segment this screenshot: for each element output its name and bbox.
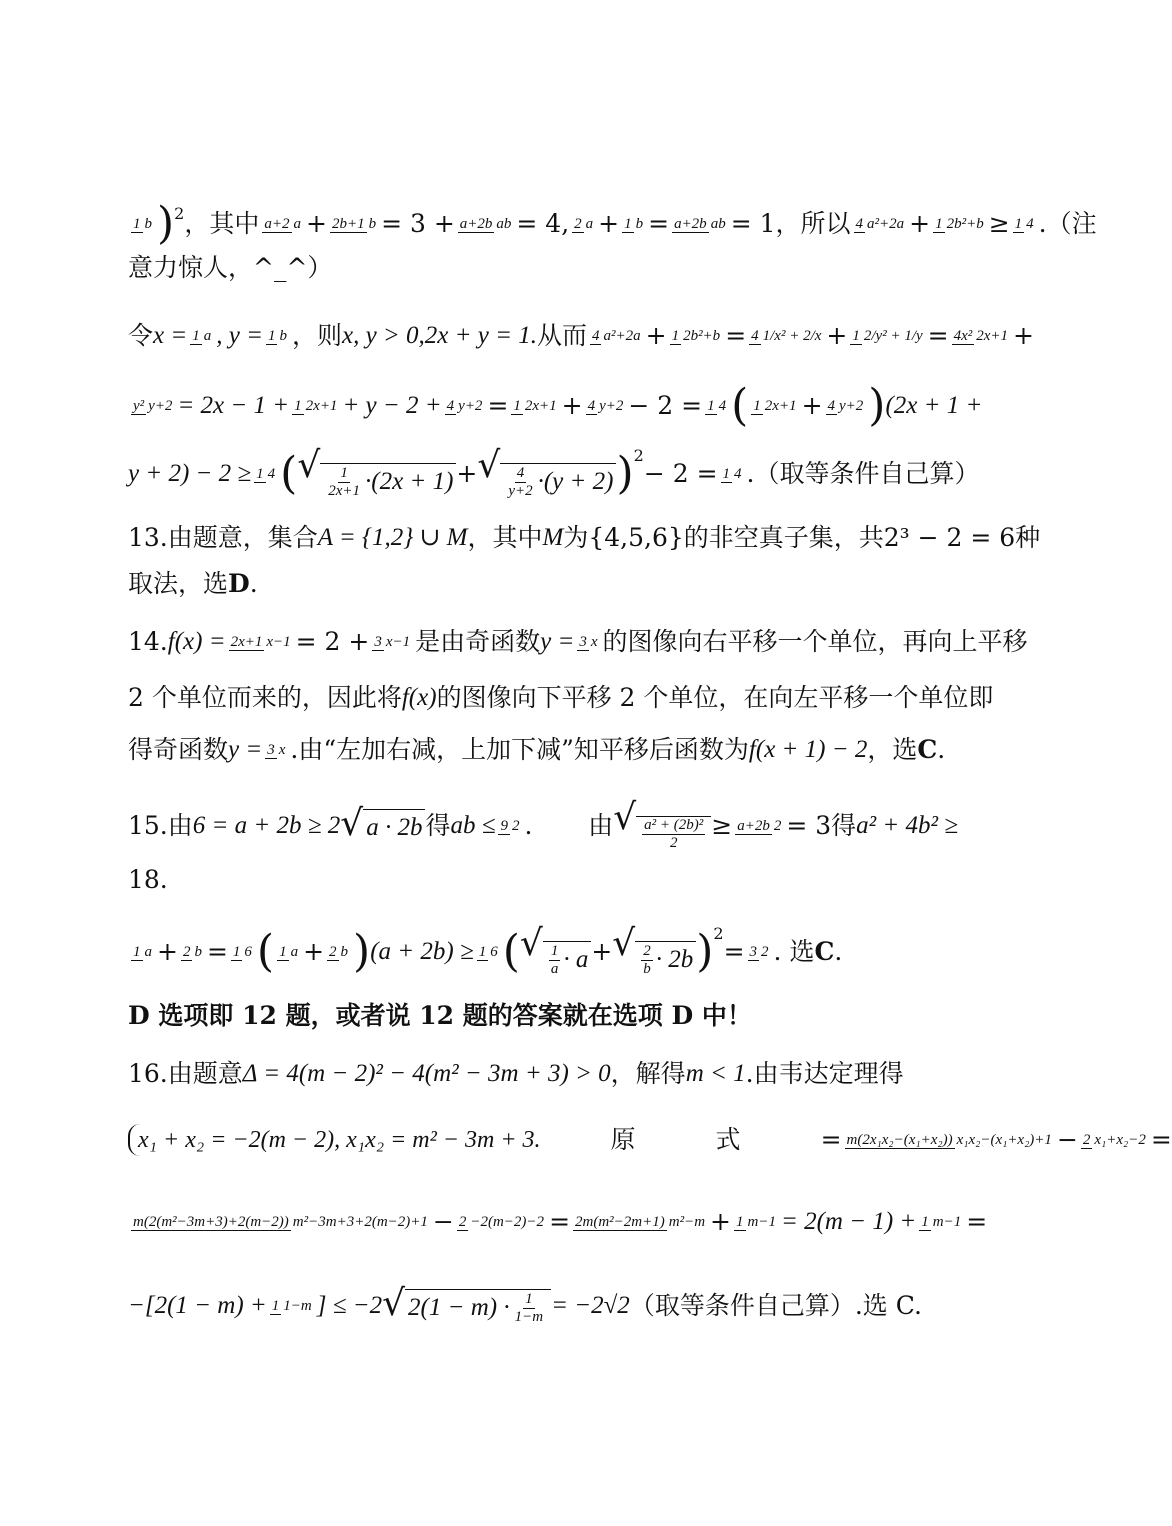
line-4: y² y+2 = 2x − 1 + 1 2x+1 + y − 2 + 4 y+2 = 1 2x+1 + 4 y+2 − 2 = 1 4 ( 1 2x+1 + 4 y+2 ) (2x + 1 + — [133, 380, 983, 431]
sqrt: √ $\frac{2}{b}$ · 2b — [612, 926, 696, 979]
line-17: m(2(m²−3m+3)+2(m−2)) m²−3m+3+2(m−2)+1 − 2 −2(m−2)−2 = 2m(m²−2m+1) m²−m + 1 m−1 = 2(m − 1) + 1 m−1 = — [133, 1207, 988, 1236]
line-8: 14. f(x) = 2x+1 x−1 = 2 + 3 x−1 是由奇函数 y = 3 x 的图像向右平移一个单位，再向上平移 — [128, 627, 1028, 656]
line-6: 13.由题意，集合 A = {1,2} ∪ M ，其中 M 为{4,5,6}的非空真子集，共2³ − 2 = 6种 — [128, 523, 1041, 552]
line-2: 意力惊人，^_^） — [128, 253, 333, 282]
line-1: 1 b ) $^2$ ，其中 a+2 a + 2b+1 b = 3 + a+2b ab = 4, 2 a + 1 b = a+2b ab = 1，所以 4 a²+2a + 1 2b²+b ≥ 1 4 .（注 — [133, 198, 1097, 249]
line-12: 18. — [128, 865, 168, 894]
line-5: y + 2) − 2 ≥ 1 4 ( √ $\frac{1}{2x+1}$ ·(2x + 1) + √ $\frac{4}{y+2}$ ·(y + 2) ) $^2$ − 2 = 1 4 .（取等条件自己算） — [128, 444, 980, 499]
sqrt: √ $\frac{1}{2x+1}$ ·(2x + 1) — [297, 448, 456, 501]
line-7: 取法，选 D . — [128, 569, 258, 598]
paren: ) — [157, 198, 175, 249]
line-14: D 选项即 12 题，或者说 12 题的答案就在选项 D 中！ — [128, 1001, 752, 1030]
sqrt: √ $\frac{4}{y+2}$ ·(y + 2) — [477, 448, 616, 501]
line-10: 得奇函数 y = 3 x .由“左加右减，上加下减”知平移后函数为 f(x + 1) − 2 ，选 C . — [128, 735, 946, 764]
sqrt: √ $\frac{\text{a² + (2b)²}}{2}$ — [613, 800, 711, 852]
sqrt: √ $\frac{1}{a}$ · a — [520, 926, 591, 979]
line-15: 16.由题意 Δ = 4(m − 2)² − 4(m² − 3m + 3) > 0 ，解得 m < 1 .由韦达定理得 — [128, 1059, 904, 1088]
line-18: −[2(1 − m) + 1 1−m ] ≤ −2 √ 2(1 − m) · $\frac{1}{1-m}$ = −2√2 （取等条件自己算）.选 C. — [128, 1283, 922, 1325]
line-16: x₁ + x₂ = −2(m − 2), x₁x₂ = m² − 3m + 3. 原 式 = m(2x₁x₂−(x₁+x₂)) x₁x₂−(x₁+x₂)+1 − 2 x₁+x₂−2 = — [128, 1104, 958, 1176]
line-3: 令 x = 1 a , y = 1 b ，则 x, y > 0,2x + y = 1. 从而 4 a²+2a + 1 2b²+b = 4 1/x² + 2/x + 1 2/y² + 1/y = 4x² 2x+1 + — [128, 321, 1034, 350]
sqrt: √ a · 2b — [340, 806, 425, 846]
fraction: 1 b — [133, 215, 152, 232]
line-11: 15.由 6 = a + 2b ≥ 2 √ a · 2b 得 ab ≤ 9 2 . 由 √ $\frac{\text{a² + (2b)²}}{2}$ ≥ a+2b 2 = 3 得 a² + 4b² ≥ — [128, 797, 958, 851]
line-13: 1 a + 2 b = 1 6 ( 1 a + 2 b ) (a + 2b) ≥ 1 6 ( √ $\frac{1}{a}$ · a + √ $\frac{2}{b}$ · 2b ) $^2$ = 3 2 . 选 C . — [133, 922, 843, 977]
equation-system: x₁ + x₂ = −2(m − 2), x₁x₂ = m² − 3m + 3. — [128, 1124, 541, 1156]
line-9: 2 个单位而来的，因此将 f(x) 的图像向下平移 2 个单位，在向左平移一个单位即 — [128, 683, 994, 712]
sqrt: √ 2(1 − m) · $\frac{1}{1-m}$ — [382, 1286, 551, 1326]
